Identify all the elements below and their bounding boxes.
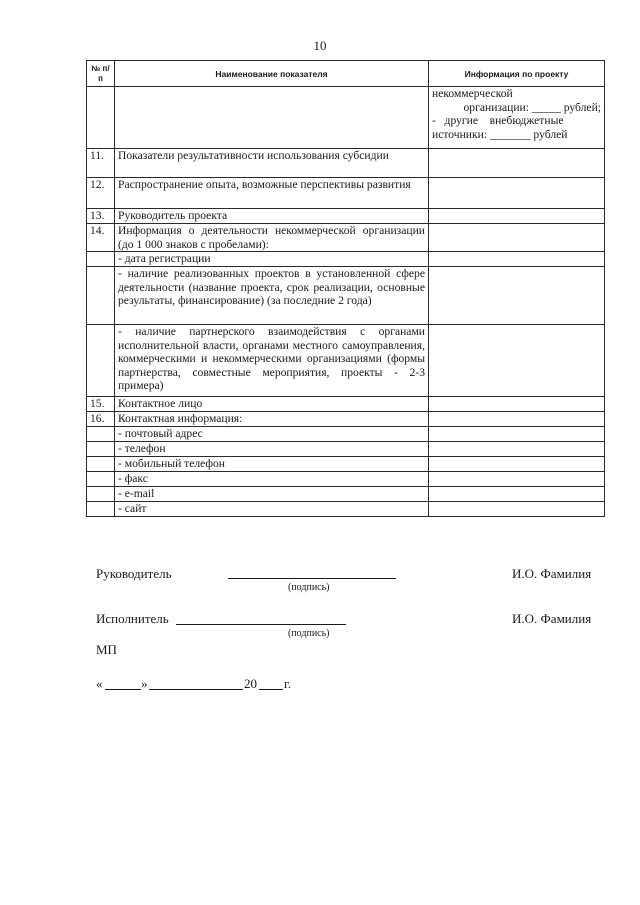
row-number: 13. xyxy=(87,209,115,224)
stamp-placeholder: МП xyxy=(96,642,117,657)
row-indicator: Контактная информация: xyxy=(115,412,429,427)
row-number: 14. xyxy=(87,224,115,252)
table-row xyxy=(87,427,605,442)
date-year-line xyxy=(259,689,283,690)
row-number: 15. xyxy=(87,397,115,412)
row-number xyxy=(87,457,115,472)
row-info-cell xyxy=(429,442,605,457)
header-indicator-name: Наименование показателя xyxy=(115,61,429,87)
row-info-cell xyxy=(429,252,605,267)
row-info-cell xyxy=(429,149,605,178)
table-row xyxy=(87,149,605,178)
row-indicator: Контактное лицо xyxy=(115,397,429,412)
header-number: № п/п xyxy=(87,61,115,87)
executor-name: И.О. Фамилия xyxy=(512,611,592,626)
row-number xyxy=(87,427,115,442)
table-row xyxy=(87,442,605,457)
page-number: 10 xyxy=(313,38,327,53)
project-info-table xyxy=(86,60,605,517)
head-signature-label: Руководитель xyxy=(96,566,172,581)
row-info-cell xyxy=(429,502,605,517)
row-info-cell xyxy=(429,224,605,252)
row-info-cell xyxy=(429,397,605,412)
date-year-suffix: г. xyxy=(284,676,292,691)
date-open-quote: « xyxy=(96,676,103,691)
table-row xyxy=(87,325,605,397)
row-indicator xyxy=(115,87,429,149)
row-info-cell xyxy=(429,487,605,502)
row-number xyxy=(87,442,115,457)
row-number xyxy=(87,87,115,149)
row-indicator: Руководитель проекта xyxy=(115,209,429,224)
row-number: 12. xyxy=(87,178,115,209)
row-number xyxy=(87,502,115,517)
row-number: 16. xyxy=(87,412,115,427)
row-number xyxy=(87,472,115,487)
row-indicator: - наличие партнерского взаимодействия с органами исполнительной власти, органами местного самоуправления, коммерческими и некоммерческими организациями (формы партнерства, совместные мероприятия, проекты - 2-3 примера) xyxy=(115,325,429,397)
row-info-cell xyxy=(429,209,605,224)
header-project-info: Информация по проекту xyxy=(429,61,605,87)
table-row xyxy=(87,224,605,252)
row-number xyxy=(87,325,115,397)
executor-signature-caption: (подпись) xyxy=(288,628,330,639)
table-row xyxy=(87,178,605,209)
row-number xyxy=(87,252,115,267)
executor-signature-line xyxy=(176,624,346,625)
continuation-info-line: - другие внебюджетные xyxy=(432,114,564,128)
row-number xyxy=(87,267,115,325)
table-row xyxy=(87,397,605,412)
row-info-cell xyxy=(429,427,605,442)
row-number xyxy=(87,487,115,502)
date-close-quote: » xyxy=(141,676,148,691)
date-day-line xyxy=(105,689,141,690)
date-month-line xyxy=(149,689,243,690)
table-row xyxy=(87,487,605,502)
head-signature-line xyxy=(228,578,396,579)
continuation-info-line: организации: _____ рублей; xyxy=(463,100,601,114)
table-row xyxy=(87,267,605,325)
row-indicator: Распространение опыта, возможные перспективы развития xyxy=(115,178,429,209)
continuation-row xyxy=(87,87,605,149)
continuation-info-line: некоммерческой xyxy=(432,87,513,100)
table-row xyxy=(87,472,605,487)
row-info-cell xyxy=(429,267,605,325)
head-signature-caption: (подпись) xyxy=(288,582,330,593)
table-row xyxy=(87,457,605,472)
table-header-row xyxy=(87,61,605,87)
row-info-cell xyxy=(429,457,605,472)
table-row xyxy=(87,209,605,224)
table-row xyxy=(87,252,605,267)
row-info-cell xyxy=(429,412,605,427)
row-indicator: Информация о деятельности некоммерческой организации (до 1 000 знаков с пробелами): xyxy=(115,224,429,252)
row-indicator: - телефон xyxy=(115,442,429,457)
row-indicator: Показатели результативности использования субсидии xyxy=(115,149,429,178)
row-indicator: - e-mail xyxy=(115,487,429,502)
row-info-cell xyxy=(429,472,605,487)
row-number: 11. xyxy=(87,149,115,178)
row-indicator: - факс xyxy=(115,472,429,487)
row-indicator: - сайт xyxy=(115,502,429,517)
row-info-cell xyxy=(429,178,605,209)
row-indicator: - мобильный телефон xyxy=(115,457,429,472)
row-info-cell xyxy=(429,87,605,149)
executor-signature-label: Исполнитель xyxy=(96,611,169,626)
head-name: И.О. Фамилия xyxy=(512,566,592,581)
continuation-info-line: источники: _______ рублей xyxy=(432,127,568,141)
row-indicator: - наличие реализованных проектов в установленной сфере деятельности (название проекта, срок реализации, основные результаты, финансирование) (за последние 2 года) xyxy=(115,267,429,325)
table-row xyxy=(87,502,605,517)
row-indicator: - почтовый адрес xyxy=(115,427,429,442)
table-row xyxy=(87,412,605,427)
row-info-cell xyxy=(429,325,605,397)
date-year-prefix: 20 xyxy=(244,676,257,691)
row-indicator: - дата регистрации xyxy=(115,252,429,267)
